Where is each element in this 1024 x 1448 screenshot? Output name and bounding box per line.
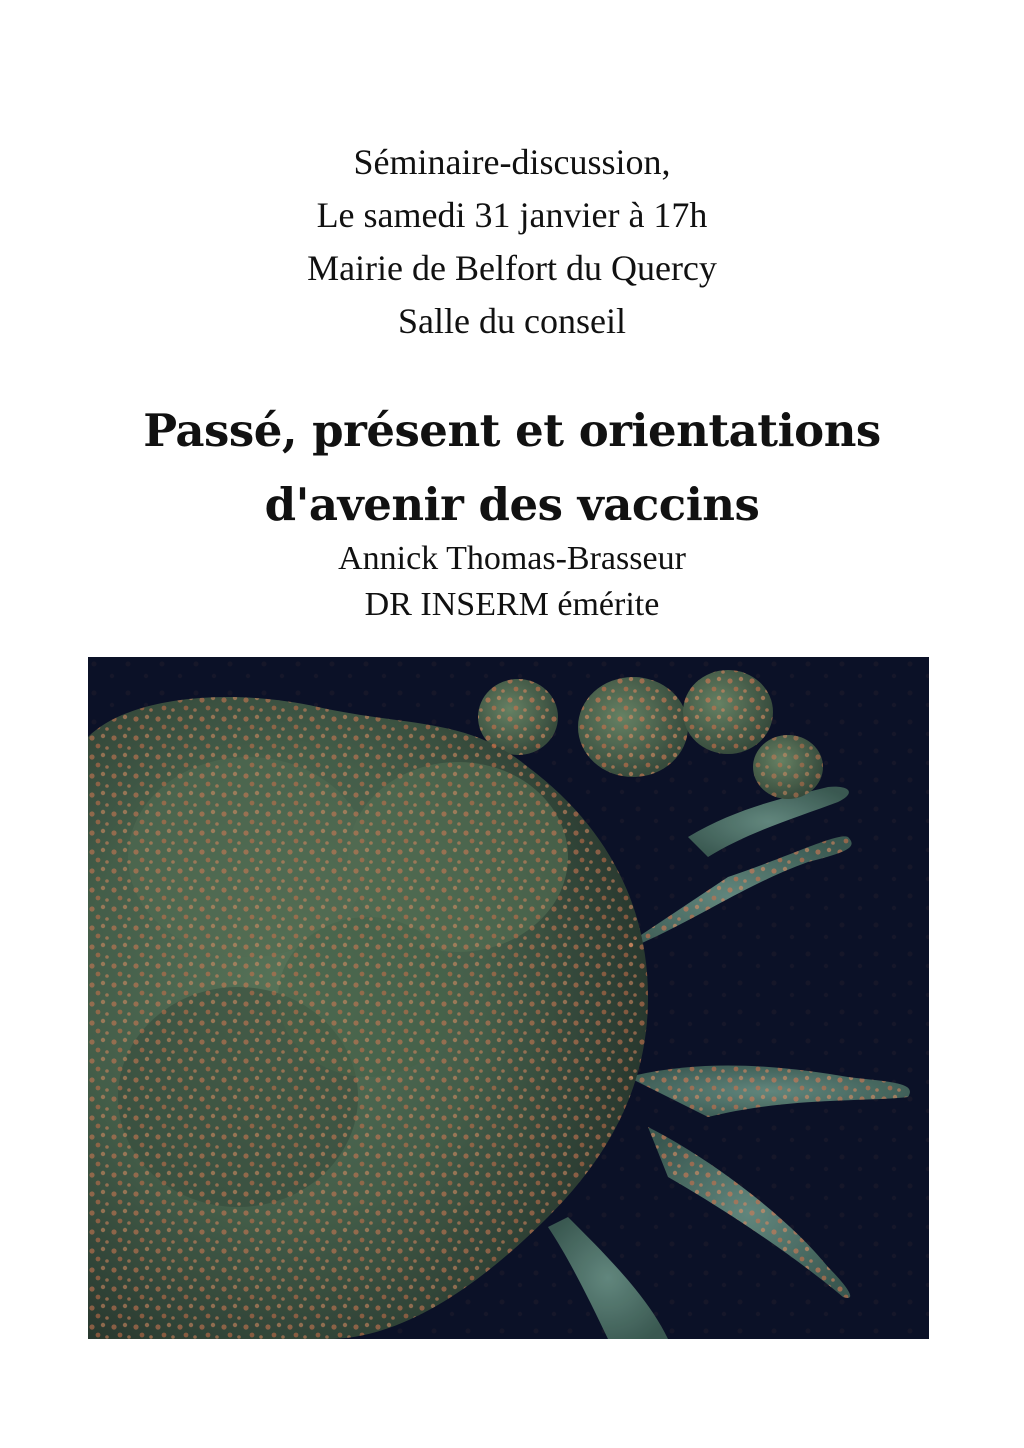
title-line-2: d'avenir des vaccins: [264, 478, 760, 531]
speaker-info: [0, 536, 1024, 628]
event-venue: Mairie de Belfort du Quercy: [307, 248, 717, 288]
speaker-name: Annick Thomas-Brasseur: [338, 540, 686, 577]
title-line-1: Passé, présent et orientations: [143, 404, 881, 457]
event-info: [0, 136, 1024, 348]
speaker-role: DR INSERM émérite: [364, 586, 660, 623]
event-room: Salle du conseil: [398, 301, 626, 341]
event-type: Séminaire-discussion,: [353, 142, 671, 182]
event-date: Le samedi 31 janvier à 17h: [316, 195, 708, 235]
virus-cell-photo: [88, 657, 929, 1339]
seminar-title: [0, 394, 1024, 542]
micrograph-illustration: [88, 657, 929, 1339]
